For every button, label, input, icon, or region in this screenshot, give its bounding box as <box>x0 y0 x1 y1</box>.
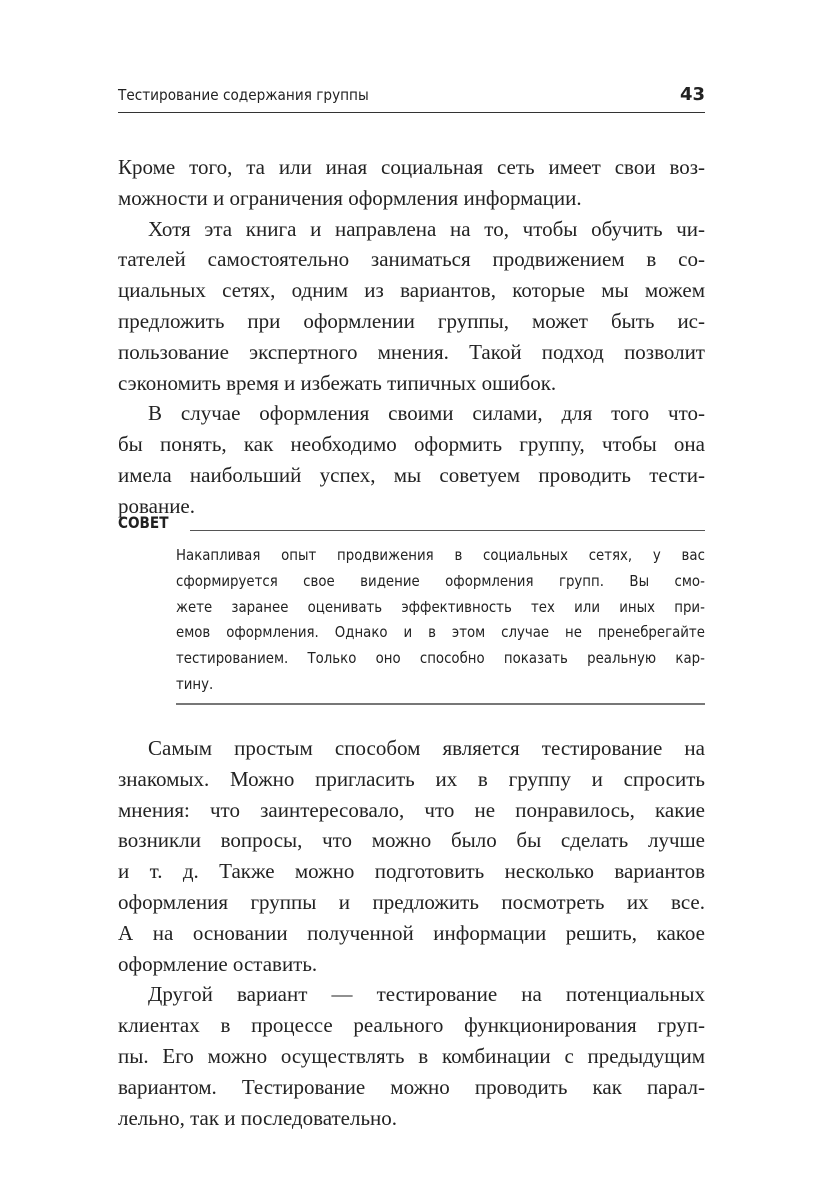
text-line: имела наибольший успех, мы советуем проводить тести- <box>118 462 705 487</box>
text-line: и т. д. Также можно подготовить несколько вариантов <box>118 859 705 884</box>
tip-box-text <box>176 543 705 698</box>
tip-line-text: емов оформления. Однако и в этом случае не пренебрегайте <box>176 623 705 642</box>
tip-line <box>176 543 705 569</box>
text-line: возникли вопросы, что можно было бы сделать лучше <box>118 828 705 853</box>
tip-label: СОВЕТ <box>118 513 169 532</box>
tip-line <box>176 569 705 595</box>
text-line: вариантом. Тестирование можно проводить как парал- <box>118 1074 705 1099</box>
text-line: Другой вариант — тестирование на потенциальных <box>148 982 705 1007</box>
body-text-bottom <box>118 733 705 1133</box>
text-line: клиентах в процессе реального функционирования груп- <box>118 1013 705 1038</box>
body-text-top <box>118 152 705 522</box>
tip-line <box>176 595 705 621</box>
tip-line <box>176 620 705 646</box>
tip-top-rule <box>190 530 705 531</box>
page-number: 43 <box>679 84 705 105</box>
tip-line-text: жете заранее оценивать эффективность тех или иных при- <box>176 597 705 616</box>
tip-line <box>176 646 705 672</box>
tip-line-text: тестированием. Только оно способно показать реальную кар- <box>176 649 705 668</box>
tip-line-text: тину. <box>176 674 214 693</box>
text-line: тателей самостоятельно заниматься продвижением в со- <box>118 247 705 272</box>
text-line: рование. <box>118 493 196 518</box>
text-line: циальных сетях, одним из вариантов, которые мы можем <box>118 278 705 303</box>
text-line: можности и ограничения оформления информации. <box>118 185 582 210</box>
text-line: оформления группы и предложить посмотреть их все. <box>118 889 705 914</box>
chapter-title: Тестирование содержания группы <box>118 86 369 104</box>
text-line: оформление оставить. <box>118 951 318 976</box>
text-line: А на основании полученной информации решить, какое <box>118 920 705 945</box>
tip-line <box>176 672 705 698</box>
text-line: пы. Его можно осуществлять в комбинации с предыдущим <box>118 1043 705 1068</box>
tip-bottom-rule <box>176 703 705 705</box>
text-line: пользование экспертного мнения. Такой подход позволит <box>118 339 705 364</box>
text-line: В случае оформления своими силами, для того что- <box>148 401 705 426</box>
text-line: знакомых. Можно пригласить их в группу и спросить <box>118 766 705 791</box>
tip-line-text: Накапливая опыт продвижения в социальных сетях, у вас <box>176 546 705 564</box>
text-line: мнения: что заинтересовало, что не понравилось, какие <box>118 797 705 822</box>
text-line: сэкономить время и избежать типичных ошибок. <box>118 370 557 395</box>
text-line: бы понять, как необходимо оформить группу, чтобы она <box>118 432 705 457</box>
text-line: Хотя эта книга и направлена на то, чтобы обучить чи- <box>148 216 705 241</box>
text-line: Кроме того, та или иная социальная сеть имеет свои воз- <box>118 155 705 179</box>
text-line: Самым простым способом является тестирование на <box>148 736 705 760</box>
running-header <box>118 84 705 113</box>
text-line: предложить при оформлении группы, может быть ис- <box>118 308 705 333</box>
tip-line-text: сформируется свое видение оформления групп. Вы смо- <box>176 571 705 590</box>
text-line: лельно, так и последовательно. <box>118 1105 398 1130</box>
